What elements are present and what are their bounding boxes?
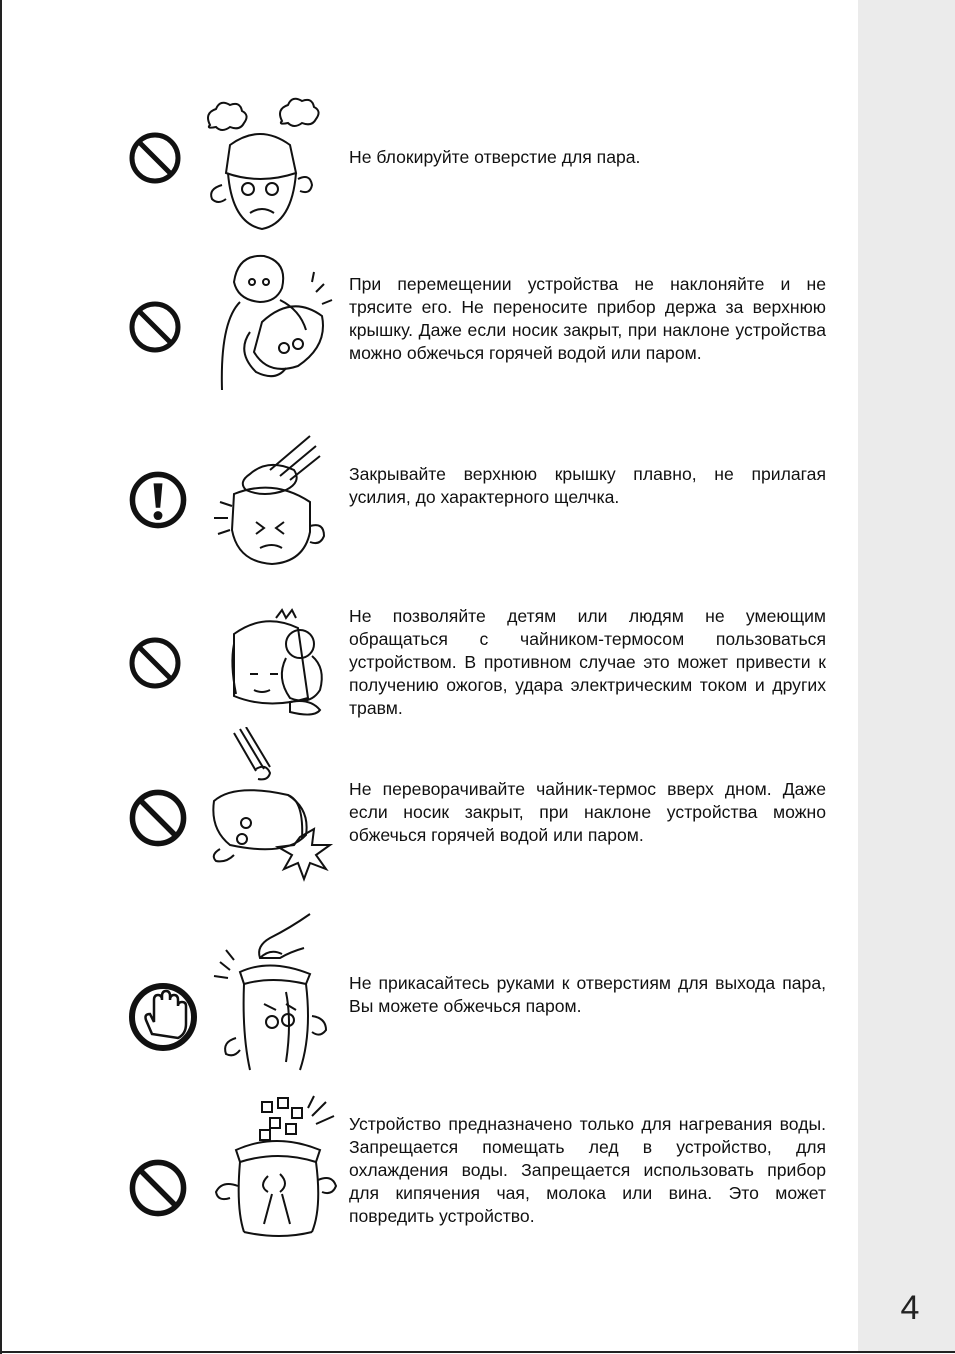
warning-text: Устройство предназначено только для нагревания воды. Запрещается помещать лед в устройство, для охлаждения воды. Запрещается использовать прибор для кипячения чая, молока или вина. Это может повредить устройство. xyxy=(349,1114,826,1226)
children-illustration xyxy=(200,604,340,744)
caution-exclamation-icon xyxy=(128,470,182,524)
do-not-touch-hand-icon xyxy=(128,982,182,1036)
carrying-illustration xyxy=(200,252,340,392)
steam-vent-illustration xyxy=(200,95,340,235)
warning-text: Не переворачивайте чайник-термос вверх дном. Даже если носик закрыт, при наклоне устройства можно обжечься горячей водой или паром. xyxy=(349,779,826,845)
warning-text: Не блокируйте отверстие для пара. xyxy=(349,147,641,167)
page-left-border xyxy=(0,0,2,1354)
warning-text: Не прикасайтесь руками к отверстиям для выхода пара, Вы можете обжечься паром. xyxy=(349,973,826,1016)
prohibition-icon xyxy=(128,300,182,354)
prohibition-icon xyxy=(128,131,182,185)
warning-text: При перемещении устройства не наклоняйте и не трясите его. Не переносите прибор держа за верхнюю крышку. Даже если носик закрыт, при наклоне устройства можно обжечься горячей водой или паром. xyxy=(349,274,826,363)
prohibition-icon xyxy=(128,636,182,690)
upside-down-illustration xyxy=(200,727,340,867)
hand-on-vent-illustration xyxy=(200,912,340,1052)
warning-text: Закрывайте верхнюю крышку плавно, не прилагая усилия, до характерного щелчка. xyxy=(349,464,826,507)
page-bottom-border xyxy=(0,1351,955,1353)
warning-text: Не позволяйте детям или людям не умеющим обращаться с чайником-термосом пользоваться устройством. В противном случае это может привести к получению ожогов, удара электрическим током и других травм. xyxy=(349,606,826,718)
ice-cubes-illustration xyxy=(200,1094,340,1234)
page-number: 4 xyxy=(900,1289,920,1327)
prohibition-icon xyxy=(128,788,182,842)
closing-lid-illustration xyxy=(200,430,340,570)
side-margin-strip xyxy=(858,0,955,1351)
prohibition-icon xyxy=(128,1158,182,1212)
